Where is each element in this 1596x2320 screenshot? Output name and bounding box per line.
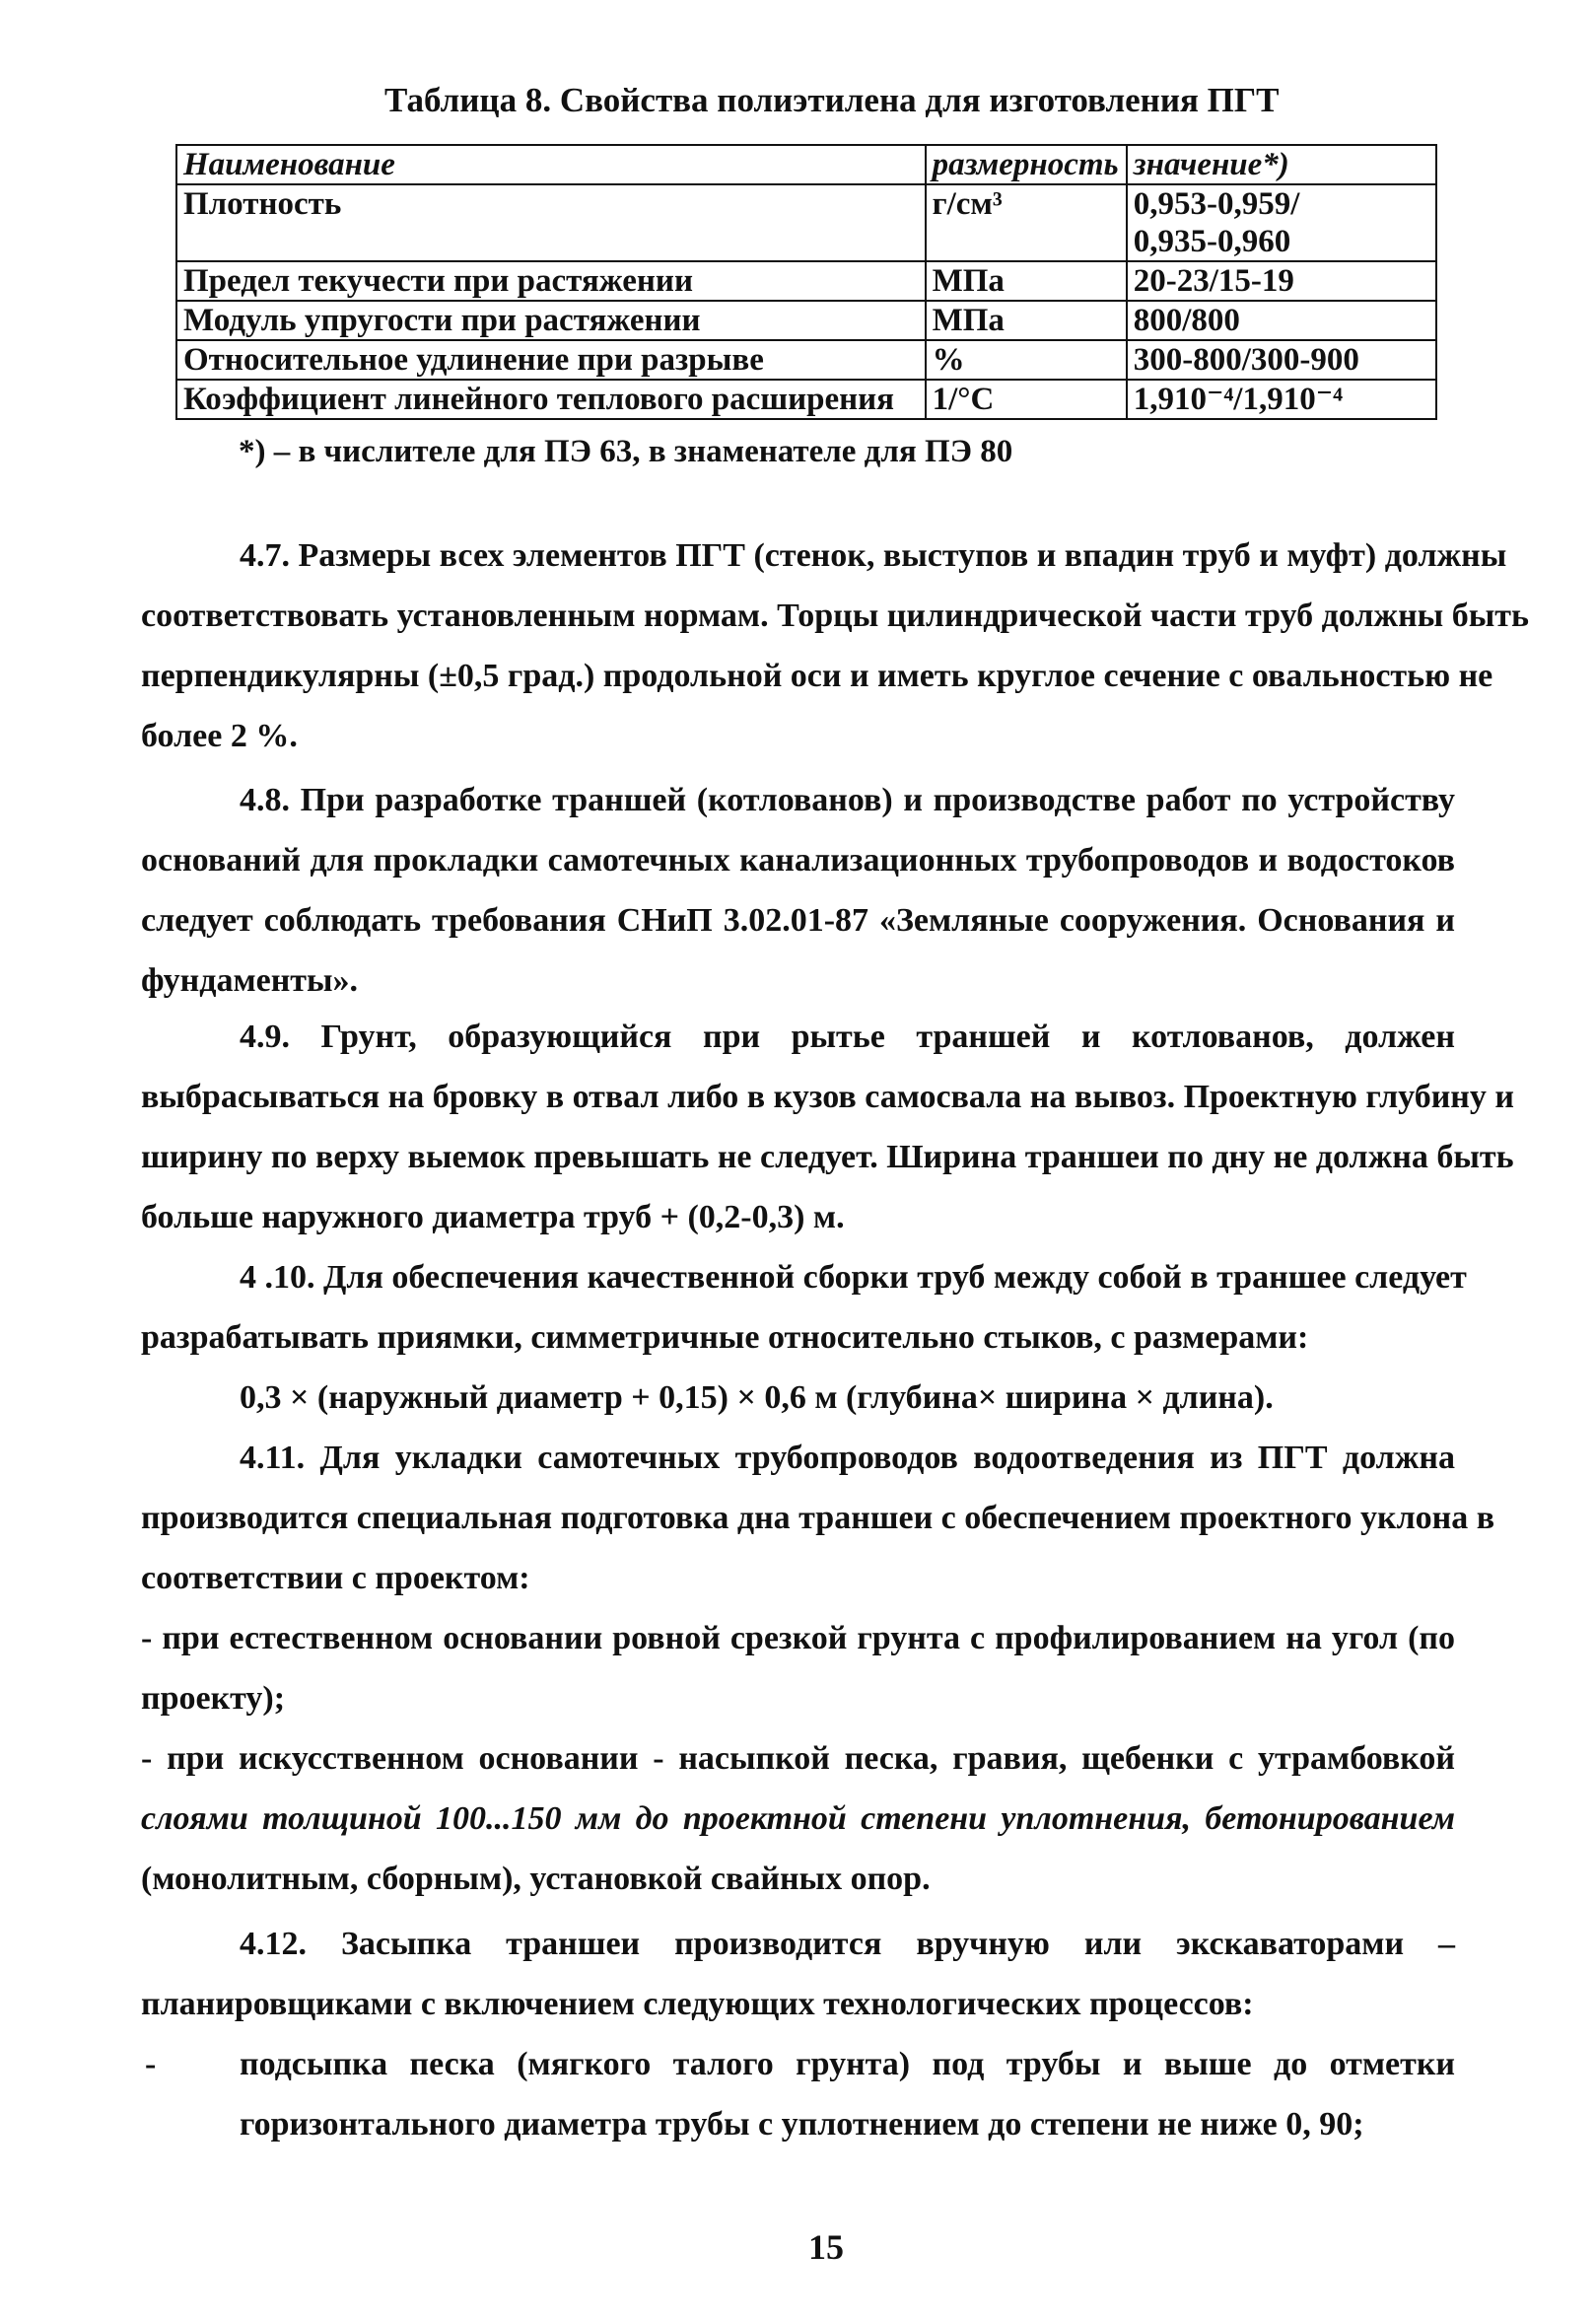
row-unit: МПа	[926, 261, 1127, 301]
paragraph-line: 4.9. Грунт, образующийся при рытье траншей и котлованов, должен	[240, 1019, 1455, 1055]
paragraph-line: соответствии с проектом:	[141, 1560, 530, 1596]
row-name: Коэффициент линейного теплового расширения	[176, 380, 926, 419]
row-value: 20-23/15-19	[1127, 261, 1436, 301]
paragraph-line: 4.7. Размеры всех элементов ПГТ (стенок, выступов и впадин труб и муфт) должны	[240, 537, 1507, 574]
paragraph-line: фундаменты».	[141, 962, 359, 999]
header-name: Наименование	[176, 145, 926, 184]
paragraph-line: планировщиками с включением следующих технологических процессов:	[141, 1986, 1254, 2022]
row-value-line2: 0,935-0,960	[1133, 224, 1291, 259]
header-value: значение*)	[1127, 145, 1436, 184]
page-number: 15	[808, 2227, 844, 2267]
paragraph-line: 0,3 × (наружный диаметр + 0,15) × 0,6 м (глубина× ширина × длина).	[240, 1379, 1274, 1416]
paragraph-line: выбрасываться на бровку в отвал либо в кузов самосвала на вывоз. Проектную глубину и	[141, 1079, 1514, 1115]
table-row	[176, 301, 1436, 340]
paragraph-line: перпендикулярны (±0,5 град.) продольной оси и иметь круглое сечение с овальностью не	[141, 658, 1493, 694]
row-name: Относительное удлинение при разрыве	[176, 340, 926, 380]
row-name: Предел текучести при растяжении	[176, 261, 926, 301]
row-unit: 1/°С	[926, 380, 1127, 419]
paragraph-line: производится специальная подготовка дна траншеи с обеспечением проектного уклона в	[141, 1500, 1495, 1536]
paragraph-line: - при естественном основании ровной срезкой грунта с профилированием на угол (по	[141, 1620, 1455, 1656]
row-name: Модуль упругости при растяжении	[176, 301, 926, 340]
table-row	[176, 261, 1436, 301]
paragraph-line: проекту);	[141, 1680, 286, 1717]
table-row	[176, 184, 1436, 261]
row-value	[1127, 184, 1436, 261]
paragraph-line: 4.11. Для укладки самотечных трубопроводов водоотведения из ПГТ должна	[240, 1440, 1455, 1476]
paragraph-line: соответствовать установленным нормам. Торцы цилиндрической части труб должны быть	[141, 598, 1529, 634]
row-name: Плотность	[176, 184, 926, 261]
paragraph-line: 4.12. Засыпка траншеи производится вручную или экскаваторами –	[240, 1926, 1455, 1962]
table-footnote: *) – в числителе для ПЭ 63, в знаменателе для ПЭ 80	[239, 434, 1013, 469]
table-title: Таблица 8. Свойства полиэтилена для изготовления ПГТ	[384, 81, 1280, 119]
paragraph-line: разрабатывать приямки, симметричные относительно стыков, с размерами:	[141, 1319, 1309, 1356]
table-row	[176, 340, 1436, 380]
paragraph-line: подсыпка песка (мягкого талого грунта) под трубы и выше до отметки	[240, 2046, 1455, 2082]
paragraph-line: 4.8. При разработке траншей (котлованов) и производстве работ по устройству	[240, 782, 1455, 818]
paragraph-line: - при искусственном основании - насыпкой песка, гравия, щебенки с утрамбовкой	[141, 1740, 1455, 1777]
row-value: 1,910⁻⁴/1,910⁻⁴	[1127, 380, 1436, 419]
list-bullet: -	[145, 2046, 157, 2082]
row-value: 300-800/300-900	[1127, 340, 1436, 380]
row-unit: г/см³	[926, 184, 1127, 261]
table-row	[176, 380, 1436, 419]
table-header-row	[176, 145, 1436, 184]
paragraph-line: оснований для прокладки самотечных канализационных трубопроводов и водостоков	[141, 842, 1455, 879]
row-unit: %	[926, 340, 1127, 380]
paragraph-line: более 2 %.	[141, 718, 298, 754]
row-unit: МПа	[926, 301, 1127, 340]
row-value-line1: 0,953-0,959/	[1133, 186, 1300, 222]
row-value: 800/800	[1127, 301, 1436, 340]
properties-table	[175, 144, 1437, 420]
header-unit: размерность	[926, 145, 1127, 184]
paragraph-line: (монолитным, сборным), установкой свайных опор.	[141, 1861, 931, 1897]
paragraph-line: ширину по верху выемок превышать не следует. Ширина траншеи по дну не должна быть	[141, 1139, 1514, 1175]
paragraph-line: горизонтального диаметра трубы с уплотнением до степени не ниже 0, 90;	[240, 2106, 1364, 2143]
paragraph-line: 4 .10. Для обеспечения качественной сборки труб между собой в траншее следует	[240, 1259, 1467, 1296]
paragraph-line: следует соблюдать требования СНиП 3.02.01-87 «Земляные сооружения. Основания и	[141, 902, 1455, 939]
paragraph-line: больше наружного диаметра труб + (0,2-0,3) м.	[141, 1199, 845, 1235]
paragraph-line: слоями толщиной 100...150 мм до проектной степени уплотнения, бетонированием	[141, 1800, 1455, 1837]
